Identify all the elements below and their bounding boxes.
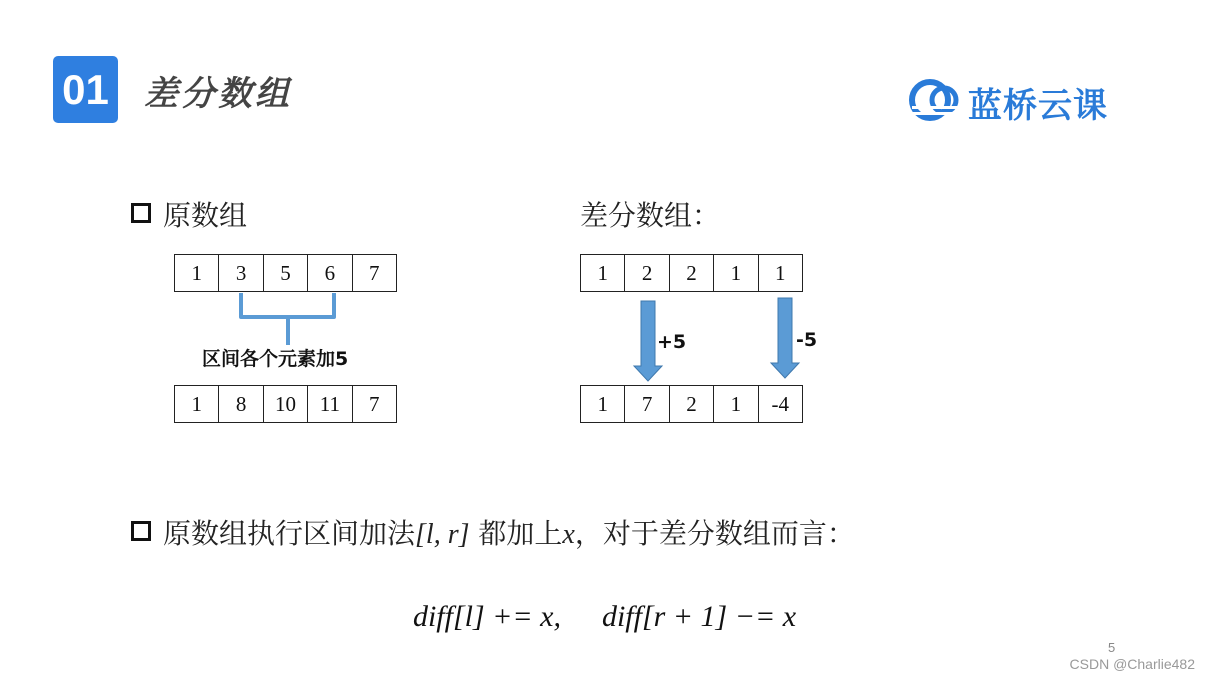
array-cell: 1	[174, 385, 219, 423]
array-cell: 2	[669, 385, 714, 423]
array-cell: 7	[352, 385, 397, 423]
page-number: 5	[1108, 640, 1116, 655]
array-cell: 7	[352, 254, 397, 292]
array-cell: 1	[580, 385, 625, 423]
array-cell: 1	[174, 254, 219, 292]
interval-brace-icon	[241, 293, 334, 345]
array-cell: 3	[218, 254, 263, 292]
array-cell: 2	[669, 254, 714, 292]
csdn-watermark: CSDN @Charlie482	[1069, 656, 1195, 672]
statement-prefix: 原数组执行区间加法	[163, 517, 416, 550]
arrow-right-label: -5	[796, 329, 818, 351]
statement-suffix: ，对于差分数组而言：	[574, 517, 855, 550]
formula-right: diff[r + 1] −= x	[601, 600, 797, 633]
statement-var: x	[562, 519, 575, 550]
array-cell: 11	[307, 385, 352, 423]
formula-left: diff[l] += x,	[412, 600, 561, 633]
array-cell: 2	[624, 254, 669, 292]
array-cell: 6	[307, 254, 352, 292]
array-cell: 8	[218, 385, 263, 423]
statement-line	[131, 512, 855, 552]
update-formula	[0, 600, 1209, 634]
section-number-badge: 01	[53, 56, 118, 123]
arrow-down-icon	[771, 298, 799, 378]
array-cell: 1	[713, 385, 758, 423]
array-cell: 1	[758, 254, 803, 292]
checkbox-icon	[131, 521, 151, 541]
statement-middle: 都加上	[469, 517, 563, 550]
diff-array-heading: 差分数组：	[580, 199, 721, 232]
arrow-left-label: +5	[657, 331, 687, 353]
array-cell: 10	[263, 385, 308, 423]
array-cell: 7	[624, 385, 669, 423]
brand-logo-text: 蓝桥云课	[968, 86, 1108, 126]
array-cell: -4	[758, 385, 803, 423]
array-cell: 1	[580, 254, 625, 292]
page-title: 差分数组	[144, 74, 292, 114]
array-cell: 5	[263, 254, 308, 292]
original-heading-text: 原数组	[163, 199, 248, 232]
statement-interval: [l, r]	[415, 519, 470, 550]
array-cell: 1	[713, 254, 758, 292]
interval-annotation: 区间各个元素加5	[202, 348, 349, 370]
